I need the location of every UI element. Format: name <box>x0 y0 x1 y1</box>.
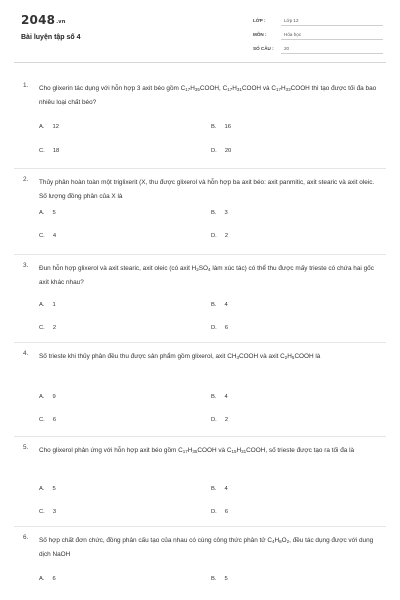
question-number: 2. <box>23 176 29 183</box>
question-text: Cho glixerin tác dụng với hỗn hợp 3 axit béo gồm $C_{17}H_{35}COOH$, $C_{17}H_{31}COOH$ và $C_{17}H_{33}COOH$ thì tạo được tối đa bao nhiêu loại chất béo? <box>39 85 377 106</box>
answer-option-d[interactable]: D. 2 <box>211 417 229 423</box>
question-number: 1. <box>23 82 29 89</box>
answer-option-c[interactable]: C. 2 <box>39 325 57 331</box>
answer-option-b[interactable]: B. 16 <box>211 124 231 130</box>
question-text: Thủy phân hoàn toàn một triglixerit (X, thu được glixerol và hỗn hợp ba axit béo: axit panmitic, axit stearic và axit oleic. Số lượng đồng phân của X là <box>39 179 375 200</box>
answer-option-a[interactable]: A. 6 <box>39 576 56 582</box>
answer-option-b[interactable]: B. 5 <box>211 576 228 582</box>
site-logo[interactable]: 2048.vn <box>21 13 66 27</box>
answer-option-d[interactable]: D. 2 <box>211 233 229 239</box>
answer-option-b[interactable]: B. 3 <box>211 210 228 216</box>
meta-question-count: SỐ CÂU : 20 <box>253 43 383 54</box>
answer-option-b[interactable]: B. 4 <box>211 486 228 492</box>
question-divider <box>14 526 386 527</box>
question-number: 6. <box>23 534 29 541</box>
header-divider <box>14 62 386 63</box>
page-title: Bài luyện tập số 4 <box>21 34 81 41</box>
answer-option-a[interactable]: A. 5 <box>39 210 56 216</box>
question-text: Số trieste khi thủy phân đều thu được sản phẩm gồm glixerol, axit $CH_3COOH$ và axit $C_2H_5COOH$ là <box>39 353 321 360</box>
meta-subject: MÔN : Hóa học <box>253 29 383 40</box>
page-header <box>0 0 400 58</box>
answer-option-a[interactable]: A. 12 <box>39 124 59 130</box>
answer-option-c[interactable]: C. 18 <box>39 148 60 154</box>
question-text: Cho glixerol phản ứng với hỗn hợp axit béo gồm $C_{17}H_{35}COOH$ và $C_{15}H_{31}COOH$, số trieste được tạo ra tối đa là <box>39 447 355 454</box>
answer-option-c[interactable]: C. 6 <box>39 417 57 423</box>
question-divider <box>14 342 386 343</box>
question-divider <box>14 168 386 169</box>
question-text: Đun hỗn hợp glixerol và axit stearic, axit oleic (có axit $H_2SO_4$ làm xúc tác) có thể thu được mấy trieste có chứa hai gốc axit khác nhau? <box>39 265 374 286</box>
answer-option-b[interactable]: B. 4 <box>211 302 228 308</box>
question-number: 4. <box>23 350 29 357</box>
question-divider <box>14 254 386 255</box>
answer-option-c[interactable]: C. 3 <box>39 509 57 515</box>
meta-class: LỚP : Lớp 12 <box>253 15 383 26</box>
answer-option-d[interactable]: D. 20 <box>211 148 232 154</box>
question-number: 5. <box>23 444 29 451</box>
answer-option-b[interactable]: B. 4 <box>211 394 228 400</box>
answer-option-a[interactable]: A. 5 <box>39 486 56 492</box>
question-divider <box>14 436 386 437</box>
question-number: 3. <box>23 262 29 269</box>
question-text: Số hợp chất đơn chức, đồng phân cấu tạo của nhau có cùng công thức phân tử $C_4H_8O_2$, đều tác dụng được với dung dịch NaOH <box>39 537 374 558</box>
answer-option-a[interactable]: A. 9 <box>39 394 56 400</box>
answer-option-d[interactable]: D. 6 <box>211 509 229 515</box>
answer-option-a[interactable]: A. 1 <box>39 302 56 308</box>
answer-option-d[interactable]: D. 6 <box>211 325 229 331</box>
answer-option-c[interactable]: C. 4 <box>39 233 57 239</box>
